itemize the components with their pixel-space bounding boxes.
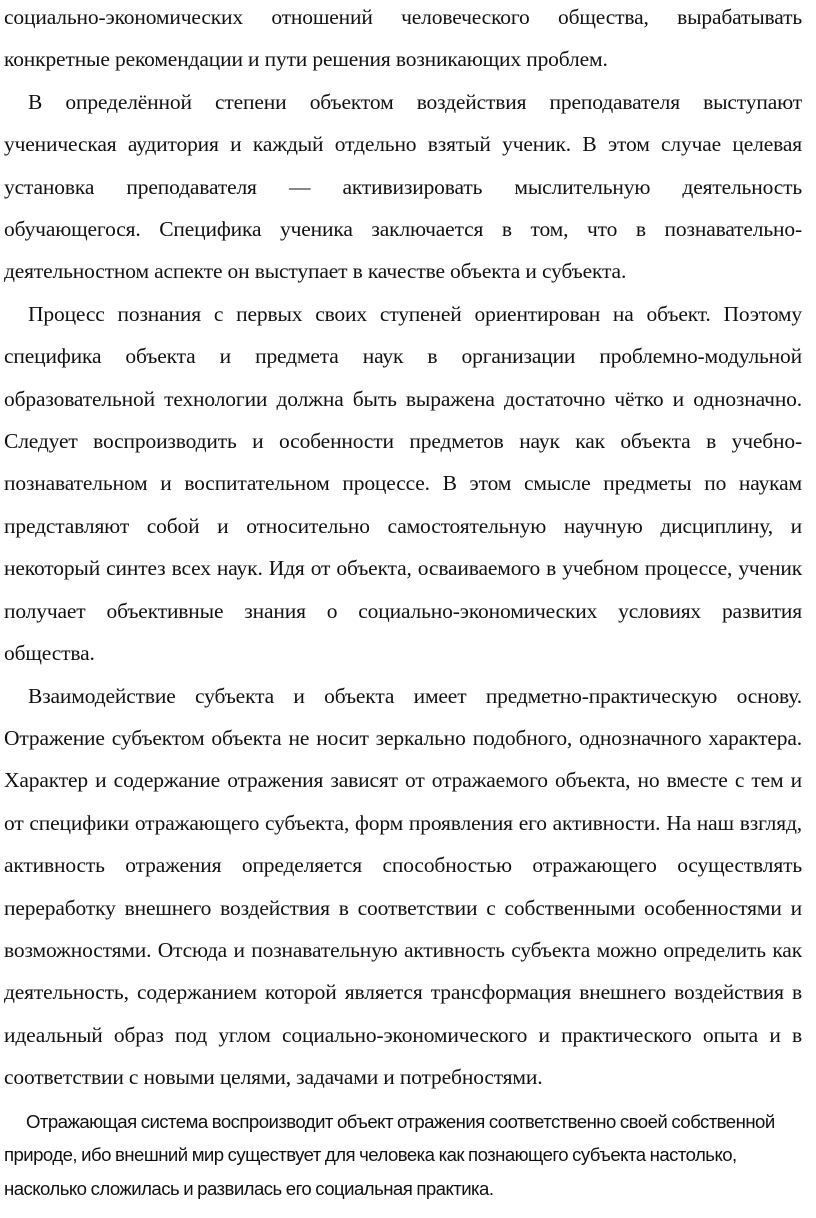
paragraph-3: Процесс познания с первых своих ступеней ориентирован на объект. Поэтому специфика объекта и предмета наук в организации проблемно-модульной образовательной технологии должна быть выражена достаточно чётко и однозначно. Следует воспроизводить и особенности предметов наук как объекта в учебно-познавательном и воспитательном процессе. В этом смысле предметы по наукам представляют собой и относительно самостоятельную научную дисциплину, и некоторый синтез всех наук. Идя от объекта, осваиваемого в учебном процессе, ученик получает объективные знания о социально-экономических условиях развития общества. bbox=[4, 301, 802, 666]
paragraph-1: социально-экономических отношений человеческого общества, вырабатывать конкретные рекомендации и пути решения возникающих проблем. bbox=[4, 5, 802, 72]
paragraph-4: Взаимодействие субъекта и объекта имеет предметно-практическую основу. Отражение субъектом объекта не носит зеркально подобного, однозначного характера. Характер и содержание отражения зависят от отражаемого объекта, но вместе с тем и от специфики отражающего субъекта, форм проявления его активности. На наш взгляд, активность отражения определяется способностью отражающего осуществлять переработку внешнего воздействия в соответствии с собственными особенностями и возможностями. Отсюда и познавательную активность субъекта можно определить как деятельность, содержанием которой является трансформация внешнего воздействия в идеальный образ под углом социально-экономического и практического опыта и в соответствии с новыми целями, задачами и потребностями. bbox=[4, 683, 802, 1090]
paragraph-5: Отражающая система воспроизводит объект отражения соответственно своей собственной природе, ибо внешний мир существует для человека как познающего субъекта настолько, насколько сложилась и развилась его социальная практика. bbox=[4, 1110, 775, 1199]
paragraph-2: В определённой степени объектом воздействия преподавателя выступают ученическая аудитория и каждый отдельно взятый ученик. В этом случае целевая установка преподавателя — активизировать мыслительную деятельность обучающегося. Специфика ученика заключается в том, что в познавательно-деятельностном аспекте он выступает в качестве объекта и субъекта. bbox=[4, 89, 802, 284]
